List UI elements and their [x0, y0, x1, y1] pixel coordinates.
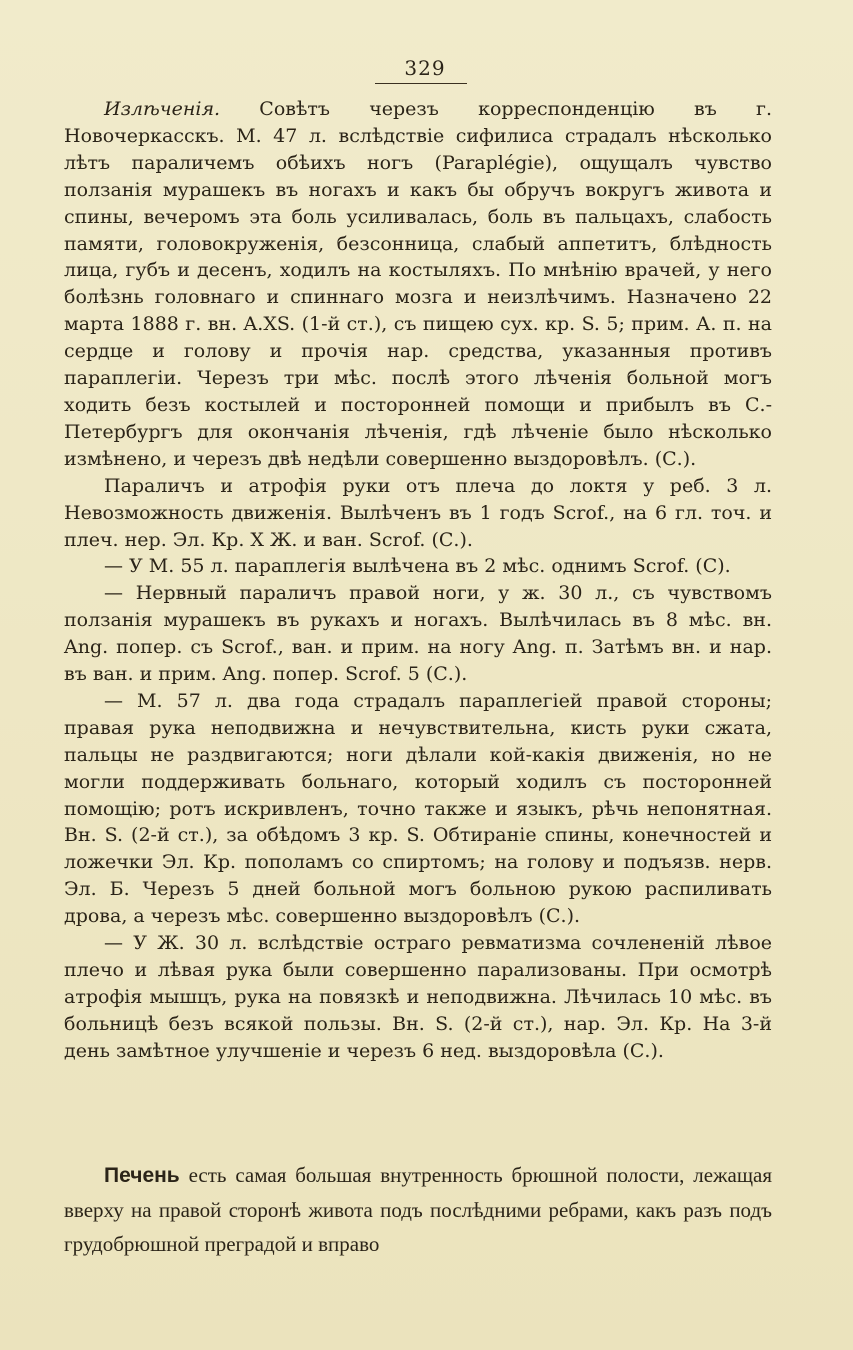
- paragraph: — М. 57 л. два года страдалъ параплегіей правой стороны; правая рука неподвижна и нечувствительна, кисть руки сжата, пальцы не раздвигаются; ноги дѣлали кой-какія движенія, но не могли поддерживать больнаго, который ходилъ съ посторонней помощію; ротъ искривленъ, точно также и языкъ, рѣчь непонятная. Вн. S. (2-й ст.), за обѣдомъ 3 кр. S. Обтираніе спины, конечностей и ложечки Эл. Кр. пополамъ со спиртомъ; на голову и подъязв. нерв. Эл. Б. Черезъ 5 дней больной могъ больною рукою распиливать дрова, а черезъ мѣс. совершенно выздоровѣлъ (С.).: [64, 689, 772, 928]
- paragraph: — Нервный параличъ правой ноги, у ж. 30 л., съ чувствомъ ползанія мурашекъ въ рукахъ и ногахъ. Вылѣчилась въ 8 мѣс. вн. Ang. попер. съ Scrof., ван. и прим. на ногу Ang. п. Затѣмъ вн. и нар. въ ван. и прим. Ang. попер. Scrof. 5 (С.).: [64, 582, 772, 686]
- section-term: Печень: [104, 1164, 180, 1187]
- page-number-rule: [375, 83, 467, 84]
- body-text: [64, 96, 772, 1065]
- paragraph-cures: [64, 96, 772, 473]
- paragraph-text: Совѣтъ черезъ корреспонденцію въ г. Новочеркасскъ. М. 47 л. вслѣдствіе сифилиса страдалъ нѣсколько лѣтъ параличемъ обѣихъ ногъ (Paraplégie), ощущалъ чувство ползанія мурашекъ въ ногахъ и какъ бы обручъ вокругъ живота и спины, вечеромъ эта боль усиливалась, боль въ пальцахъ, слабость памяти, головокруженія, безсонница, слабый аппетитъ, блѣдность лица, губъ и десенъ, ходилъ на костыляхъ. По мнѣнію врачей, у него болѣзнь головнаго и спиннаго мозга и неизлѣчимъ. Назначено 22 марта 1888 г. вн. A.XS. (1-й ст.), съ пищею сух. кр. S. 5; прим. А. п. на сердце и голову и прочія нар. средства, указанныя противъ параплегіи. Черезъ три мѣс. послѣ этого лѣченія больной могъ ходить безъ костылей и посторонней помощи и прибылъ въ С.-Петербургъ для окончанія лѣченія, гдѣ лѣченіе было нѣсколько измѣнено, и черезъ двѣ недѣли совершенно выздоровѣлъ. (С.).: [64, 98, 772, 470]
- paragraph: Параличъ и атрофія руки отъ плеча до локтя у реб. 3 л. Невозможность движенія. Вылѣченъ въ 1 годъ Scrof., на 6 гл. точ. и плеч. нер. Эл. Кр. X Ж. и ван. Scrof. (С.).: [64, 474, 772, 551]
- section-heading: Излѣченія.: [104, 98, 221, 120]
- page-number: 329: [404, 56, 446, 80]
- liver-section: [64, 1158, 772, 1261]
- section-text: есть самая большая внутренность брюшной полости, лежащая вверху на правой сторонѣ живота подъ послѣдними ребрами, какъ разъ подъ грудобрюшной преградой и вправо: [64, 1163, 772, 1256]
- paragraph: — У М. 55 л. параплегія вылѣчена въ 2 мѣс. однимъ Scrof. (С).: [104, 555, 731, 578]
- paragraph: — У Ж. 30 л. вслѣдствіе остраго ревматизма сочлененій лѣвое плечо и лѣвая рука были совершенно парализованы. При осмотрѣ атрофія мышцъ, рука на повязкѣ и неподвижна. Лѣчилась 10 мѣс. въ больницѣ безъ всякой пользы. Вн. S. (2-й ст.), нар. Эл. Кр. На 3-й день замѣтное улучшеніе и черезъ 6 нед. выздоровѣла (С.).: [64, 932, 772, 1062]
